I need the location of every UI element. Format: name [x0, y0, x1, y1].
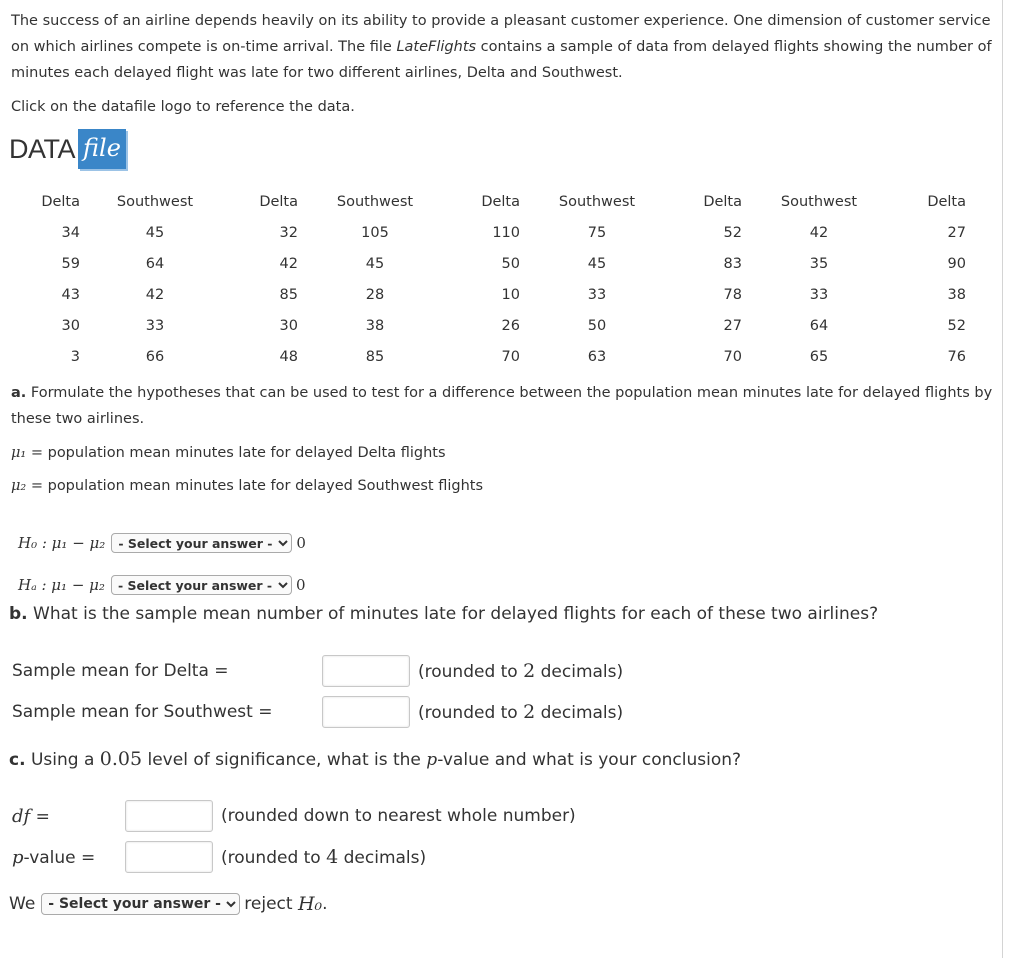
table-cell: 52 — [723, 224, 742, 241]
hint-number: 2 — [523, 701, 536, 723]
table-cell: 50 — [587, 317, 607, 334]
part-c-text-2: level of significance, what is the — [142, 750, 427, 770]
table-cell: 38 — [947, 286, 966, 303]
table-cell: 27 — [947, 224, 966, 241]
column-header: Delta — [927, 193, 966, 210]
mu2-symbol: μ₂ = — [11, 478, 43, 494]
table-cell: 43 — [61, 286, 80, 303]
column-header: Southwest — [780, 193, 858, 210]
table-cell: 90 — [947, 255, 966, 272]
part-b-label: b. — [9, 604, 28, 624]
p-value-hint — [221, 846, 426, 868]
table-cell: 3 — [70, 348, 80, 365]
table-cell: 85 — [279, 286, 298, 303]
p-value-label-text: -value = — [23, 847, 96, 868]
part-b-question — [9, 604, 878, 624]
table-cell: 33 — [587, 286, 607, 303]
ha-expression: Hₐ : μ₁ − μ₂ — [18, 576, 105, 594]
southwest-mean-input[interactable] — [322, 696, 410, 728]
p-value-label — [12, 847, 125, 868]
period: . — [322, 894, 328, 914]
conclusion-row — [9, 893, 328, 915]
table-cell: 45 — [365, 255, 385, 272]
hint-suffix: decimals) — [535, 703, 624, 723]
part-c-question — [9, 748, 741, 770]
table-cell: 45 — [587, 255, 607, 272]
column-header: Southwest — [116, 193, 194, 210]
table-cell: 64 — [809, 317, 829, 334]
table-row — [10, 217, 966, 248]
delta-mean-label: Sample mean for Delta = — [12, 661, 229, 681]
table-cell: 30 — [279, 317, 298, 334]
southwest-mean-row — [12, 696, 623, 728]
hint-number: 4 — [326, 846, 339, 868]
table-cell: 85 — [365, 348, 385, 365]
ha-select[interactable] — [111, 575, 292, 595]
table-cell: 70 — [723, 348, 742, 365]
table-cell: 48 — [279, 348, 298, 365]
table-cell: 28 — [365, 286, 385, 303]
table-cell: 30 — [61, 317, 80, 334]
mu1-text: population mean minutes late for delayed Delta flights — [47, 445, 446, 461]
table-cell: 66 — [145, 348, 165, 365]
df-label-group — [12, 806, 125, 827]
table-cell: 75 — [587, 224, 607, 241]
intro-text-1: The success of an airline depends heavily on its ability to provide a pleasant customer experience. One dimension of customer service on which airlines compete is on-time arrival. The file — [11, 13, 991, 55]
column-header: Delta — [703, 193, 742, 210]
file-name: LateFlights — [396, 39, 477, 55]
df-input[interactable] — [125, 800, 213, 832]
h0-symbol: H₀ — [297, 893, 323, 915]
table-header-row — [10, 186, 966, 217]
click-instruction: Click on the datafile logo to reference the data. — [11, 99, 355, 115]
h0-expression: H₀ : μ₁ − μ₂ — [18, 534, 106, 552]
column-header: Delta — [259, 193, 298, 210]
part-c-label: c. — [9, 750, 26, 770]
table-cell: 110 — [492, 224, 520, 241]
table-cell: 42 — [809, 224, 829, 241]
hint-suffix: decimals) — [338, 848, 427, 868]
we-text: We — [9, 894, 36, 914]
part-a-question — [11, 380, 996, 432]
table-cell: 32 — [279, 224, 298, 241]
table-cell: 50 — [501, 255, 520, 272]
table-cell: 35 — [809, 255, 829, 272]
table-row — [10, 279, 966, 310]
mu1-symbol: μ₁ = — [11, 445, 43, 461]
intro-text-2: contains a sample of data from delayed flights showing the number of minutes each delayed flight was late for two different airlines, Delta and Southwest. — [11, 39, 992, 81]
alpha-value: 0.05 — [99, 748, 143, 770]
table-cell: 76 — [947, 348, 966, 365]
column-header: Southwest — [336, 193, 414, 210]
flight-data-table — [10, 186, 966, 372]
df-label: df — [12, 805, 31, 827]
mu1-definition — [11, 440, 446, 466]
table-cell: 65 — [809, 348, 829, 365]
table-cell: 45 — [145, 224, 165, 241]
part-a-text: Formulate the hypotheses that can be used to test for a difference between the population mean minutes late for delayed flights by these two airlines. — [11, 385, 993, 427]
table-cell: 52 — [947, 317, 966, 334]
p-value-input[interactable] — [125, 841, 213, 873]
df-hint: (rounded down to nearest whole number) — [221, 806, 576, 826]
table-row — [10, 248, 966, 279]
delta-mean-input[interactable] — [322, 655, 410, 687]
table-cell: 34 — [61, 224, 80, 241]
part-a-label: a. — [11, 385, 27, 401]
reject-text: reject — [244, 894, 293, 914]
h0-select[interactable] — [111, 533, 292, 553]
h0-zero: 0 — [296, 534, 306, 552]
intro-paragraph — [11, 8, 1001, 86]
table-cell: 64 — [145, 255, 165, 272]
column-header: Delta — [41, 193, 80, 210]
table-cell: 83 — [723, 255, 742, 272]
column-header: Southwest — [558, 193, 636, 210]
delta-mean-row — [12, 655, 623, 687]
table-cell: 63 — [587, 348, 607, 365]
southwest-rounding-hint — [418, 701, 623, 723]
part-b-text: What is the sample mean number of minutes late for delayed flights for each of these two airlines? — [33, 604, 879, 624]
df-equals: = — [35, 806, 50, 827]
p-value-row — [12, 841, 426, 873]
table-cell: 42 — [279, 255, 298, 272]
table-cell: 33 — [809, 286, 829, 303]
part-c-text-3: -value and what is your conclusion? — [437, 750, 742, 770]
ha-zero: 0 — [295, 576, 306, 594]
ha-row — [18, 575, 305, 595]
datafile-logo[interactable] — [9, 129, 126, 169]
df-row — [12, 800, 576, 832]
table-row — [10, 310, 966, 341]
table-cell: 10 — [501, 286, 520, 303]
table-row — [10, 341, 966, 372]
southwest-mean-label: Sample mean for Southwest = — [12, 702, 273, 722]
conclusion-select[interactable] — [41, 893, 240, 915]
hint-number: 2 — [523, 660, 536, 682]
part-c-text-1: Using a — [30, 750, 100, 770]
table-cell: 38 — [365, 317, 385, 334]
table-cell: 70 — [501, 348, 520, 365]
mu2-text: population mean minutes late for delayed Southwest flights — [47, 478, 484, 494]
p-value-symbol: p — [12, 846, 24, 868]
table-cell: 26 — [501, 317, 520, 334]
table-cell: 27 — [723, 317, 742, 334]
p-symbol: p — [426, 750, 438, 770]
table-cell: 105 — [361, 224, 389, 241]
hint-prefix: (rounded to — [221, 848, 327, 868]
logo-data-text: DATA — [9, 133, 76, 164]
table-cell: 33 — [145, 317, 165, 334]
mu2-definition — [11, 473, 483, 499]
hint-suffix: decimals) — [535, 662, 624, 682]
delta-rounding-hint — [418, 660, 623, 682]
hint-prefix: (rounded to — [418, 662, 524, 682]
table-cell: 59 — [61, 255, 80, 272]
table-cell: 78 — [723, 286, 742, 303]
table-cell: 42 — [145, 286, 165, 303]
column-header: Delta — [481, 193, 520, 210]
hint-prefix: (rounded to — [418, 703, 524, 723]
logo-file-text: file — [78, 129, 126, 169]
h0-row — [18, 533, 306, 553]
